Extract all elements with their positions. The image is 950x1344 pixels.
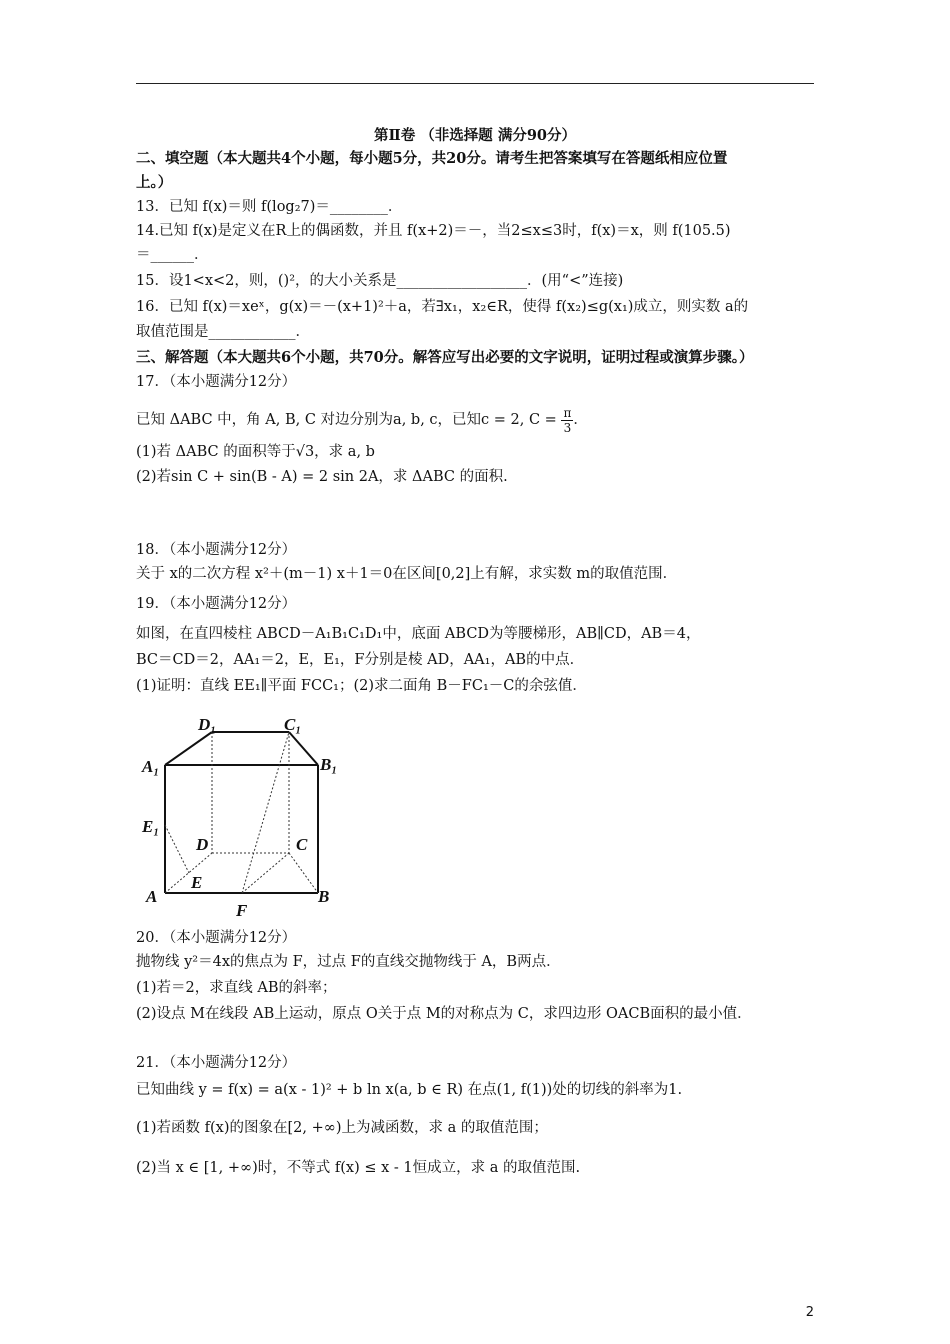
question-20-body1: 抛物线 y²＝4x的焦点为 F，过点 F的直线交抛物线于 A，B两点． [136,954,561,970]
question-13: 13．已知 f(x)＝则 f(log₂7)＝________． [136,199,403,215]
question-21-body3: (2)当 x ∈ [1, +∞)时，不等式 f(x) ≤ x - 1恒成立，求 a 的取值范围. [136,1160,581,1176]
question-20-body3: (2)设点 M在线段 AB上运动，原点 O关于点 M的对称点为 C，求四边形 OACB面积的最小值． [136,1006,752,1022]
question-19-body2: BC＝CD＝2，AA₁＝2，E，E₁，F分别是棱 AD，AA₁，AB的中点． [136,652,585,668]
question-17-end: ． [573,412,588,428]
question-19-body1: 如图，在直四棱柱 ABCD－A₁B₁C₁D₁中，底面 ABCD为等腰梯形，AB∥CD，AB＝4， [136,626,701,642]
label-f: F [236,901,248,920]
fill-blank-heading-cont: 上。） [136,174,173,191]
label-a: A [146,887,158,906]
question-19-body3: (1)证明：直线 EE₁∥平面 FCC₁；(2)求二面角 B－FC₁－C的余弦值． [136,678,587,694]
edge-a1-d1 [165,732,212,765]
label-d1: D₁ [198,715,217,734]
question-21-head: 21．（本小题满分12分） [136,1055,297,1071]
question-15: 15．设1<x<2，则，()²，的大小关系是__________________．(用“<”连接) [136,273,624,289]
question-18-body: 关于 x的二次方程 x²＋(m－1) x＋1＝0在区间[0,2]上有解，求实数 m的取值范围． [136,566,678,582]
edge-f-c1 [242,732,289,893]
question-17-head: 17．（本小题满分12分） [136,374,297,390]
header-rule [136,83,814,84]
fill-blank-heading: 二、填空题（本大题共4个小题，每小题5分，共20分。请考生把答案填写在答题纸相应位置 [136,150,728,167]
label-b1: B₁ [320,755,338,774]
edge-e1-e [165,825,189,873]
question-16-cont: 取值范围是____________． [136,324,310,340]
question-21-body1: 已知曲线 y = f(x) = a(x - 1)² + b ln x(a, b ∈ R) 在点(1, f(1))处的切线的斜率为1. [136,1082,683,1098]
question-17-part1: (1)若 ΔABC 的面积等于√3，求 a, b [136,444,375,460]
question-17-part2: (2)若sin C + sin(B - A) = 2 sin 2A，求 ΔABC 的面积. [136,469,508,485]
edge-c1-b1 [289,732,318,765]
pi-over-three [561,406,573,435]
frac-numerator: π [563,405,572,420]
answer-heading: 三、解答题（本大题共6个小题，共70分。解答应写出必要的文字说明，证明过程或演算步骤。） [136,349,754,366]
question-17-text: 已知 ΔABC 中，角 A, B, C 对边分别为a, b, c，已知c = 2, C = [136,412,557,428]
question-14: 14.已知 f(x)是定义在R上的偶函数，并且 f(x+2)＝－，当2≤x≤3时，f(x)＝x，则 f(105.5) [136,223,731,239]
label-c1: C₁ [284,715,302,734]
question-21-body2: (1)若函数 f(x)的图象在[2, +∞)上为减函数，求 a 的取值范围； [136,1120,548,1136]
label-e: E [191,873,203,892]
label-d: D [196,835,209,854]
question-20-body2: (1)若＝2，求直线 AB的斜率； [136,980,337,996]
question-20-head: 20．（本小题满分12分） [136,930,297,946]
frac-denominator: 3 [563,420,572,435]
label-c: C [296,835,308,854]
edge-c-b [289,853,318,893]
question-17-line1 [136,402,588,438]
label-b: B [318,887,330,906]
label-e1: E₁ [142,817,160,836]
edge-f-c [242,853,289,893]
section-title: 第Ⅱ卷 （非选择题 满分90分） [374,127,576,144]
question-18-head: 18．（本小题满分12分） [136,542,297,558]
label-a1: A₁ [142,757,160,776]
question-14-cont: ＝______． [136,247,209,263]
question-19-head: 19．（本小题满分12分） [136,596,297,612]
prism-figure [136,712,356,922]
question-16: 16．已知 f(x)＝xeˣ，g(x)＝－(x+1)²＋a，若∃x₁，x₂∈R，使得 f(x₂)≤g(x₁)成立，则实数 a的 [136,299,749,315]
page-number: 2 [805,1305,814,1320]
